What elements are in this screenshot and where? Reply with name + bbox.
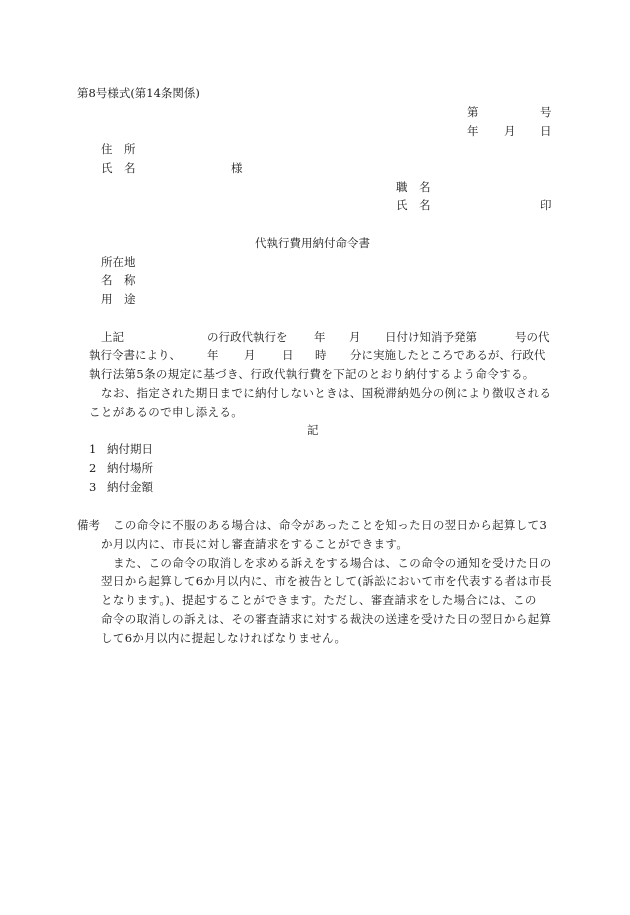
body-p1-line3: 執行法第5条の規定に基づき、行政代執行費を下記のとおり納付するよう命令する。	[89, 367, 535, 381]
remarks-line: となります。)、提起することができます。ただし、審査請求をした場合には、この	[101, 593, 537, 607]
body-p1-line2-e: 時	[315, 348, 327, 362]
issuer-name-label: 氏 名	[396, 198, 431, 212]
addressee-address-label: 住 所	[101, 142, 136, 156]
property-location-label: 所在地	[101, 255, 136, 269]
body-p1-line2-f: 分に実施したところであるが、行政代	[350, 348, 546, 362]
remarks-line: この命令に不服のある場合は、命令があったことを知った日の翌日から起算して3	[113, 518, 548, 532]
remarks-line: か月以内に、市長に対し審査請求をすることができます。	[101, 537, 409, 551]
remarks-line: 翌日から起算して6か月以内に、市を被告として(訴訟において市を代表する者は市長	[101, 574, 552, 588]
body-p1-line1-d: 月	[349, 330, 361, 344]
body-p1-line2-d: 日	[282, 348, 294, 362]
body-p1-line1-c: 年	[314, 330, 326, 344]
body-p1-line1-a: 上記	[101, 330, 124, 344]
item-number: 1	[89, 442, 97, 456]
reference-dai: 第	[467, 105, 479, 119]
date-month-label: 月	[504, 124, 516, 138]
document-title: 代執行費用納付命令書	[255, 236, 370, 250]
body-p1-line1-b: の行政代執行を	[207, 330, 288, 344]
form-label: 第8号様式(第14条関係)	[77, 86, 200, 100]
property-use-label: 用 途	[101, 292, 136, 306]
body-p2-line1: なお、指定された期日までに納付しないときは、国税滞納処分の例により徴収される	[101, 386, 552, 400]
remarks-line: 命令の取消しの訴えは、その審査請求に対する裁決の送達を受けた日の翌日から起算	[101, 612, 552, 626]
date-year-label: 年	[467, 124, 479, 138]
item-number: 3	[89, 480, 97, 494]
seal-mark: 印	[540, 198, 552, 212]
issuer-title-label: 職 名	[396, 180, 431, 194]
body-p1-line1-f: 号の代	[515, 330, 550, 344]
body-p2-line2: ことがあるので申し添える。	[89, 405, 244, 419]
addressee-name-label: 氏 名	[101, 161, 136, 175]
item-label-payment-date: 納付期日	[107, 442, 153, 456]
body-p1-line2-a: 執行令書により、	[89, 348, 181, 362]
remarks-line: また、この命令の取消しを求める訴えをする場合は、この命令の通知を受けた日の	[113, 556, 552, 570]
property-name-label: 名 称	[101, 273, 136, 287]
item-number: 2	[89, 461, 97, 475]
ki-heading: 記	[307, 423, 319, 437]
reference-go: 号	[540, 105, 552, 119]
remarks-line: して6か月以内に提起しなければなりません。	[101, 631, 347, 645]
item-label-payment-amount: 納付金額	[107, 480, 153, 494]
body-p1-line2-b: 年	[207, 348, 219, 362]
addressee-honorific: 様	[231, 161, 243, 175]
item-label-payment-place: 納付場所	[107, 461, 153, 475]
body-p1-line2-c: 月	[244, 348, 256, 362]
date-day-label: 日	[540, 124, 552, 138]
remarks-label: 備考	[77, 518, 100, 532]
body-p1-line1-e: 日付け知消予発第	[385, 330, 477, 344]
